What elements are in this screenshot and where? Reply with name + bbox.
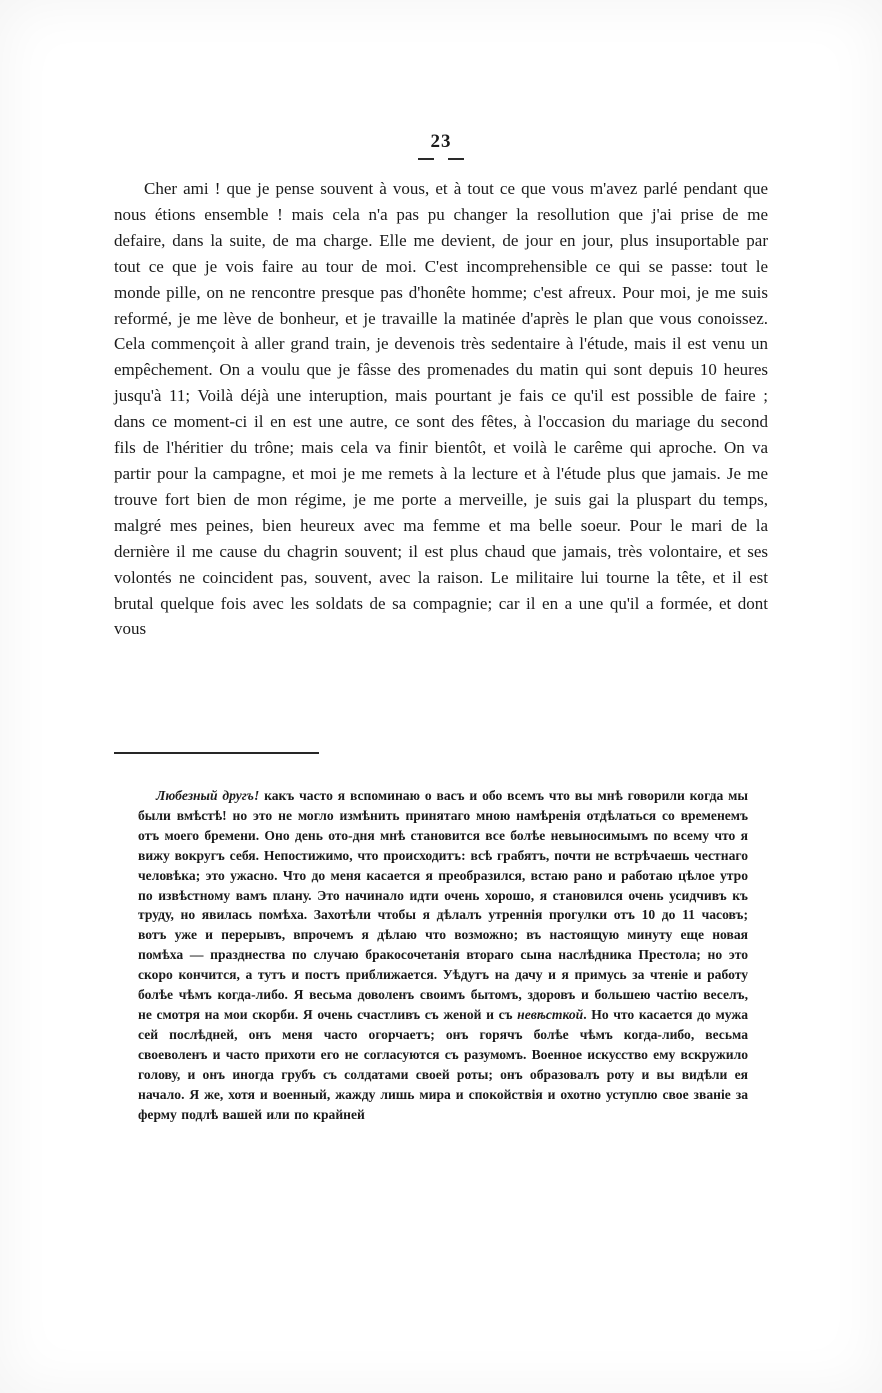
footnote-text-segment: какъ часто я вспоминаю о васъ и обо всемъ что вы мнѣ говорили когда мы были вмѣстѣ! но это не могло измѣнить принятаго мною намѣренія отдѣлаться со временемъ отъ моего бремени. Оно день ото-дня мнѣ становится все болѣе невыносимымъ по всему что я вижу вокругъ себя. Непостижимо, что происходитъ: всѣ грабятъ, почти не встрѣчаешь честнаго человѣка; это ужасно. Что до меня касается я преобразился, встаю рано и работаю цѣлое утро по извѣстному вамъ плану. Это начинало идти очень хорошо, я становился очень усидчивъ къ труду, но явилась помѣха. Захотѣли чтобы я дѣлалъ утреннія прогулки отъ 10 до 11 часовъ; вотъ уже и перерывъ, впрочемъ я дѣлаю что возможно; въ настоящую минуту еще новая помѣха — празднества по случаю бракосочетанія втораго сына наслѣдника Престола; но это скоро кончится, а тутъ и постъ приближается. Уѣдутъ на дачу и я примусь за чтеніе и работу болѣе чѣмъ когда-либо. Я весьма доволенъ своимъ бытомъ, здоровъ и большею частію веселъ, не смотря на мои скорби. Я очень счастливъ съ женой и съ: [138, 788, 748, 1022]
russian-translation-paragraph: [138, 786, 748, 1124]
footnote-text-segment: Любезный другъ!: [156, 788, 260, 803]
footnote-text-segment: невѣсткой: [517, 1006, 584, 1022]
french-letter-paragraph: Cher ami ! que je pense souvent à vous, et à tout ce que vous m'avez parlé pendant que nous étions ensemble ! mais cela n'a pas pu changer la resollution que j'ai prise de me defaire, dans la suite, de ma charge. Elle me devient, de jour en jour, plus insuportable par tout ce que je vois faire au tour de moi. C'est incomprehensible ce qui se passe: tout le monde pille, on ne rencontre presque pas d'honête homme; c'est afreux. Pour moi, je me suis reformé, je me lève de bonheur, et je travaille la matinée d'après le plan que vous conoissez. Cela commençoit à aller grand train, je devenois très sedentaire à l'étude, mais il est venu un empêchement. On a voulu que je fâsse des promenades du matin qui sont depuis 10 heures jusqu'à 11; Voilà déjà une interuption, mais pourtant je fais ce qu'il est possible de faire ; dans ce moment-ci il en est une autre, ce sont des fêtes, à l'occasion du mariage du second fils de l'héritier du trône; mais cela va finir bientôt, et voilà le carême qui aproche. On va partir pour la campagne, et moi je me remets à la lecture et à l'étude plus que jamais. Je me trouve fort bien de mon régime, je me porte a merveille, je suis gai la pluspart du temps, malgré mes peines, bien heureux avec ma femme et ma belle soeur. Pour le mari de la dernière il me cause du chagrin souvent; il est plus chaud que jamais, très volontaire, et ses volontés ne coincident pas, souvent, avec la raison. Le militaire lui tourne la tête, et il est brutal quelque fois avec les soldats de sa compagnie; car il en a une qu'il a formée, et dont vous: [114, 179, 768, 639]
ornament-dash-right: [448, 158, 464, 160]
page-number-ornament: [0, 158, 882, 160]
page-number: 23: [430, 131, 452, 152]
ornament-dash-left: [418, 158, 434, 160]
footnote-separator-rule: [114, 752, 319, 754]
footnote-text-segment: . Но что касается до мужа сей послѣдней, онъ меня часто огорчаетъ; онъ горячъ болѣе чѣмъ когда-либо, весьма своеволенъ и часто прихоти его не согласуются съ разумомъ. Военное искусство ему вскружило голову, и онъ иногда грубъ съ солдатами своей роты; онъ образовалъ роту и вы видѣли ея начало. Я же, хотя и военный, жажду лишь мира и спокойствія и охотно уступлю свое званіе за ферму подлѣ вашей или по крайней: [138, 1006, 748, 1122]
